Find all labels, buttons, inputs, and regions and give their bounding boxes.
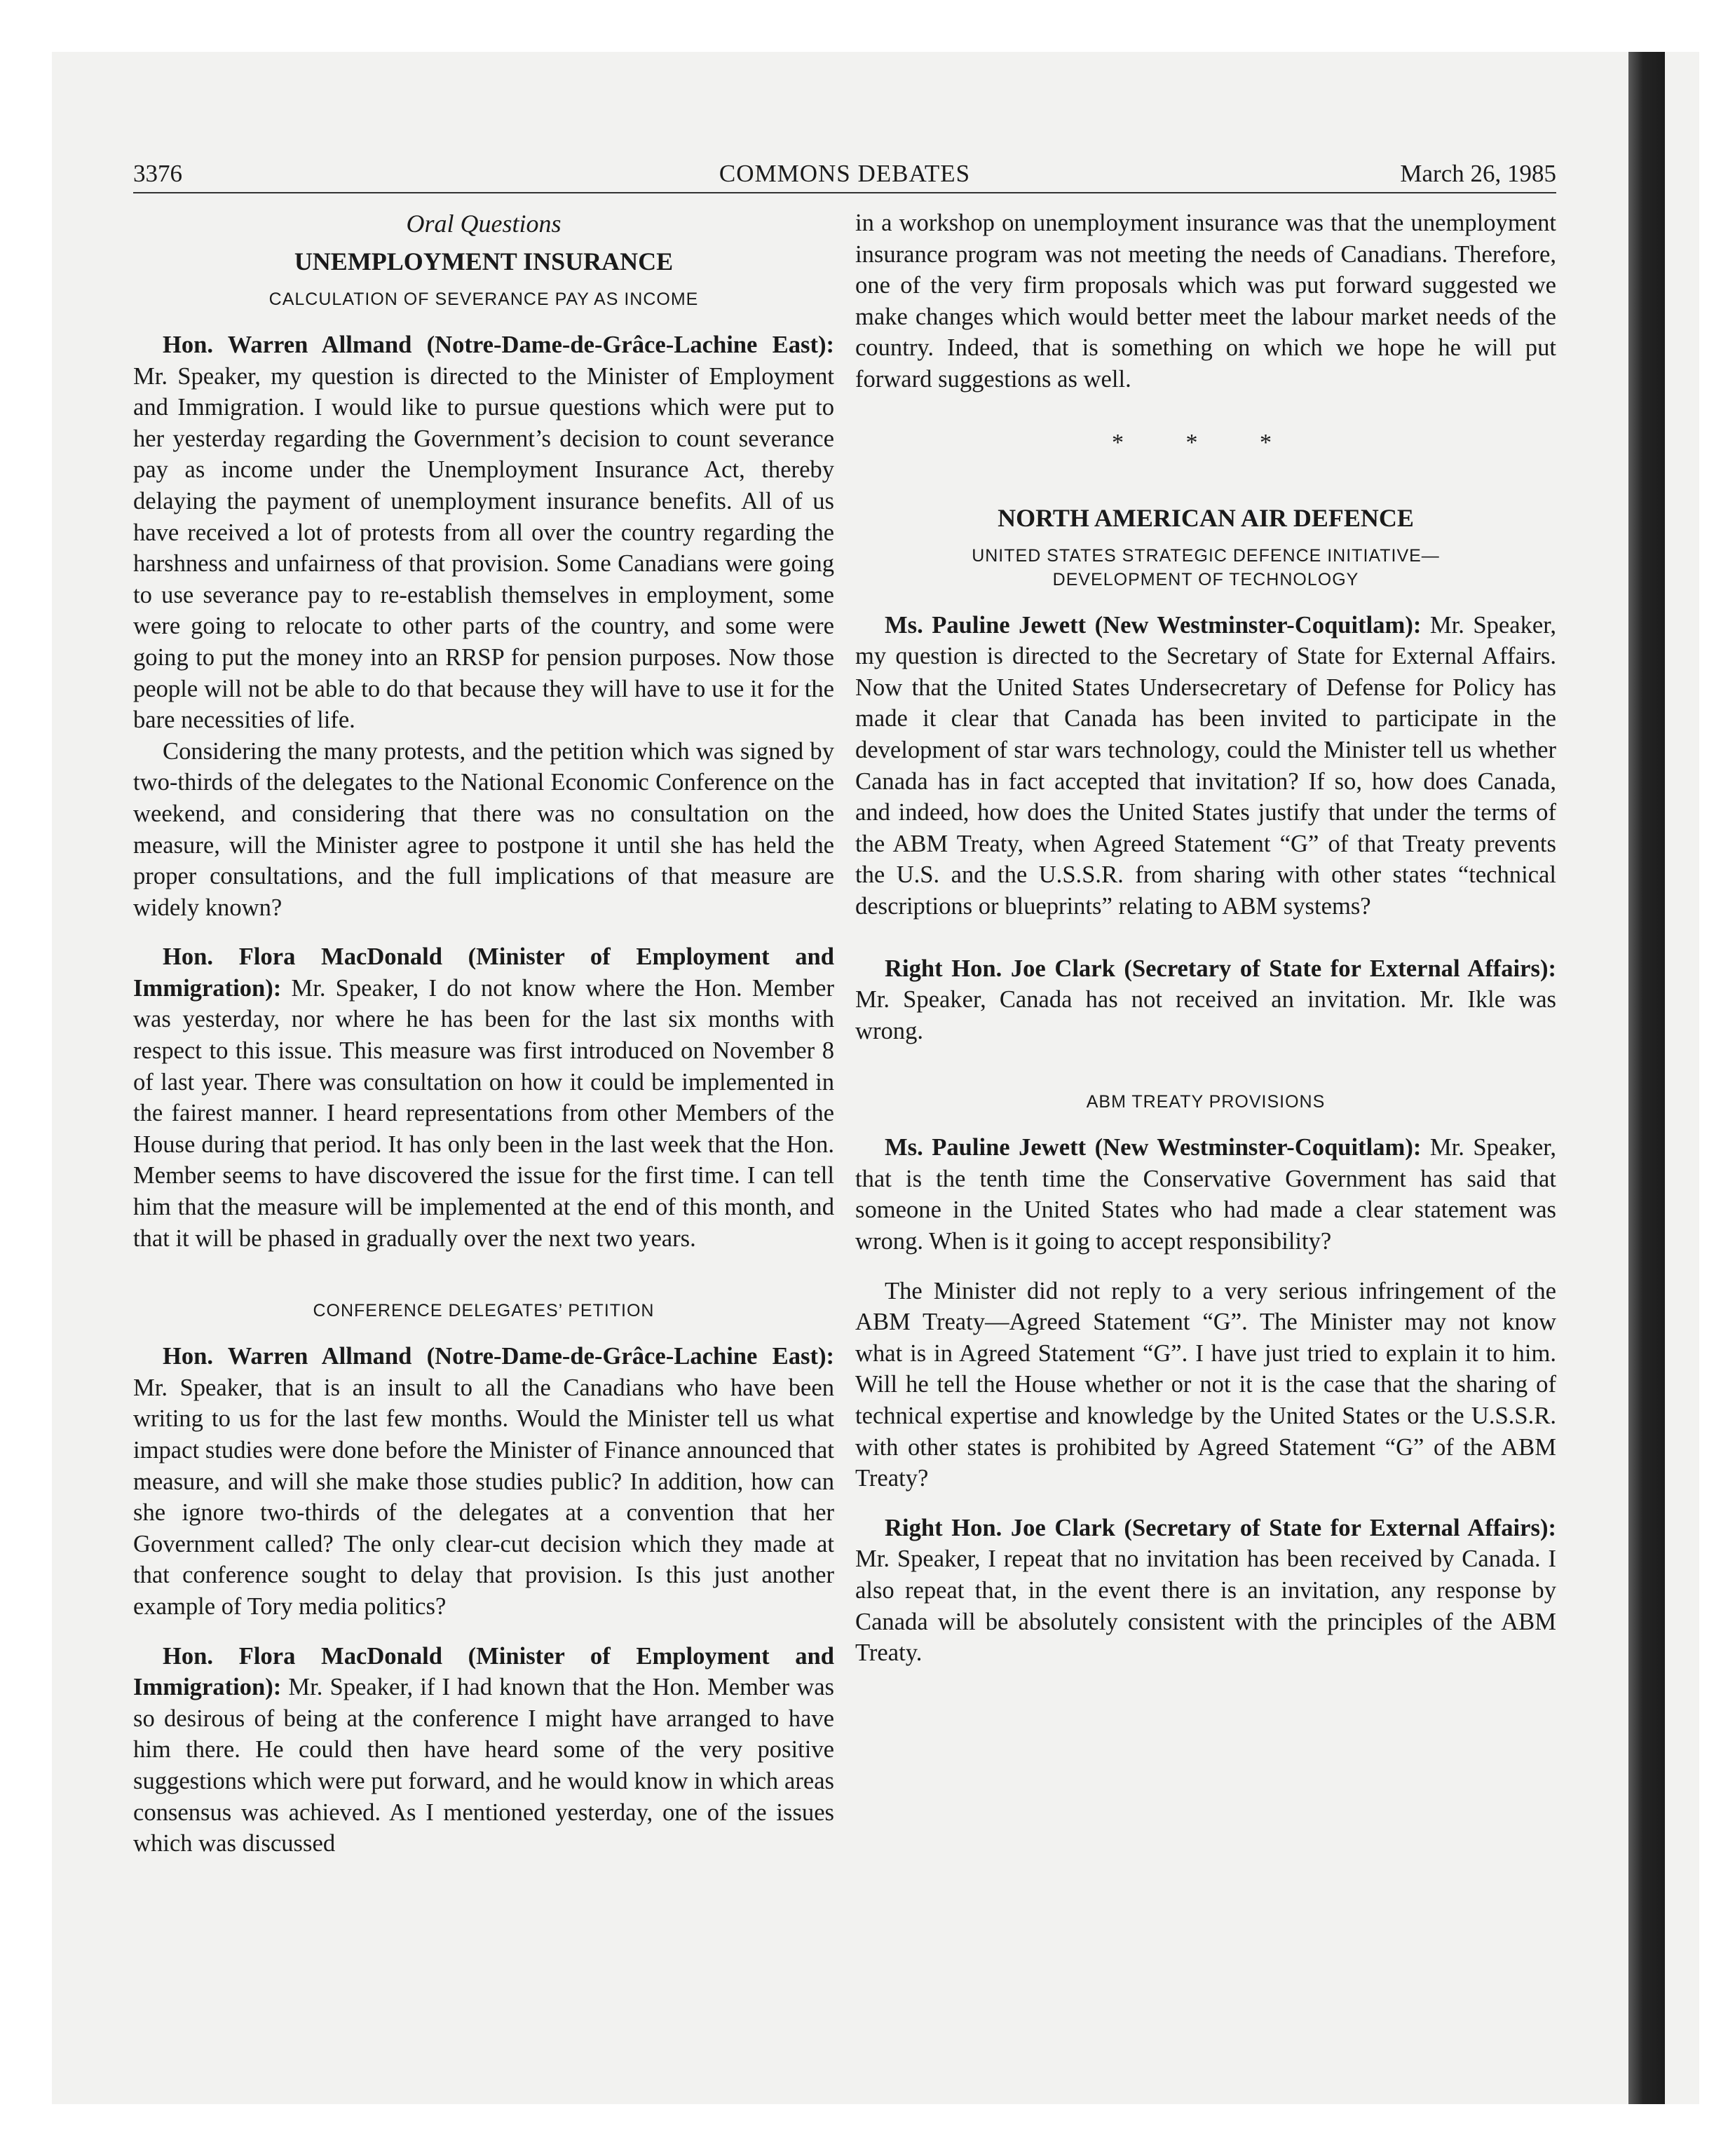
speech-text: Mr. Speaker, that is an insult to all the Canadians who have been writing to us for the last few months. Would the Minister tell us what impact studies were done before the Minister of Finance announced that measure, and will she make those studies public? In addition, how can she ignore two-thirds of the delegates at a convention that her Government called? The only clear-cut decision which they made at that conference sought to delay that provision. Is this just another example of Tory media politics?	[133, 1374, 834, 1620]
section-label: Oral Questions	[406, 210, 562, 238]
speaker-name: Right Hon. Joe Clark (Secretary of State for External Affairs):	[885, 955, 1556, 982]
speech-paragraph	[133, 329, 834, 736]
speaker-name: Ms. Pauline Jewett (New Westminster-Coquitlam):	[885, 1134, 1422, 1161]
book-spine-shadow	[1628, 52, 1665, 2104]
publication-date: March 26, 1985	[1400, 160, 1556, 187]
speech-paragraph: The Minister did not reply to a very serious infringement of the ABM Treaty—Agreed Statement “G”. The Minister may not know what is in Agreed Statement “G”. I have just tried to explain it to him. Will he tell the House whether or not it is the case that the sharing of technical expertise and knowledge by the United States or the U.S.S.R. with other states is prohibited by Agreed Statement “G” of the ABM Treaty?	[855, 1277, 1556, 1492]
speech-text: Mr. Speaker, I repeat that no invitation has been received by Canada. I also repeat that, in the event there is an invitation, any response by Canada will be absolutely consistent with the principles of the ABM Treaty.	[855, 1546, 1556, 1667]
speech-paragraph	[855, 953, 1556, 1047]
page-number: 3376	[133, 160, 182, 187]
speech-paragraph	[855, 1513, 1556, 1669]
speech-paragraph	[133, 941, 834, 1254]
subheading-line: DEVELOPMENT OF TECHNOLOGY	[1052, 569, 1359, 589]
speech-paragraph	[133, 1341, 834, 1622]
speech-text: Mr. Speaker, Canada has not received an invitation. Mr. Ikle was wrong.	[855, 986, 1556, 1044]
speaker-name: Ms. Pauline Jewett (New Westminster-Coquitlam):	[885, 611, 1422, 639]
speaker-name: Hon. Flora MacDonald (Minister of Employment and Immigration):	[133, 1642, 834, 1701]
speech-paragraph: Considering the many protests, and the petition which was signed by two-thirds of the delegates to the National Economic Conference on the weekend, and considering that there was no consultation on the measure, will the Minister agree to postpone it until she has held the proper consultations, and the full implications of that measure are widely known?	[133, 737, 834, 921]
speech-text: Mr. Speaker, that is the tenth time the Conservative Government has said that someone in the United States who had made a clear statement was wrong. When is it going to accept responsibility?	[855, 1134, 1556, 1255]
speech-text: Mr. Speaker, if I had known that the Hon. Member was so desirous of being at the conference I might have arranged to have him there. He could then have heard some of the very positive suggestions which were put forward, and he would know in which areas consensus was achieved. As I mentioned yesterday, one of the issues which was discussed	[133, 1674, 834, 1857]
section-heading: NORTH AMERICAN AIR DEFENCE	[998, 503, 1414, 532]
subheading: CALCULATION OF SEVERANCE PAY AS INCOME	[268, 289, 699, 309]
section-heading: UNEMPLOYMENT INSURANCE	[294, 247, 674, 275]
subheading: CONFERENCE DELEGATES’ PETITION	[313, 1301, 655, 1321]
speaker-name: Hon. Warren Allmand (Notre-Dame-de-Grâce-Lachine East):	[163, 332, 834, 358]
subheading	[855, 544, 1556, 592]
left-column	[133, 207, 834, 1860]
section-break-stars: * * *	[1112, 429, 1300, 456]
speech-paragraph	[133, 1641, 834, 1860]
speech-paragraph: in a workshop on unemployment insurance was that the unemployment insurance program was not meeting the needs of Canadians. Therefore, one of the very firm proposals which was put forward suggested we make changes which would better meet the labour market needs of the country. Indeed, that is something on which we hope he will put forward suggestions as well.	[855, 210, 1556, 393]
right-column	[855, 207, 1556, 1669]
speech-paragraph	[855, 1132, 1556, 1257]
speech-text: Mr. Speaker, I do not know where the Hon. Member was yesterday, nor where he has been for the last six months with respect to this issue. This measure was first introduced on November 8 of last year. There was consultation on how it could be implemented in the fairest manner. I heard representations from other Members of the House during that period. It has only been in the last week that the Hon. Member seems to have discovered the issue for the first time. I can tell him that the measure will be implemented at the end of this month, and that it will be phased in gradually over the next two years.	[133, 974, 834, 1252]
running-header	[133, 156, 1556, 193]
speech-text: Mr. Speaker, my question is directed to the Secretary of State for External Affairs. Now that the United States Undersecretary of Defense for Policy has made it clear that Canada has been invited to participate in the development of star wars technology, could the Minister tell us whether Canada has in fact accepted that invitation? If so, how does Canada, and indeed, how does the United States justify that under the terms of the ABM Treaty, when Agreed Statement “G” of that Treaty prevents the U.S. and the U.S.S.R. from sharing with other states “technical descriptions or blueprints” relating to ABM systems?	[855, 611, 1556, 920]
speaker-name: Right Hon. Joe Clark (Secretary of State for External Affairs):	[885, 1514, 1556, 1541]
speaker-name: Hon. Warren Allmand (Notre-Dame-de-Grâce-Lachine East):	[163, 1343, 834, 1370]
speaker-name: Hon. Flora MacDonald (Minister of Employment and Immigration):	[133, 943, 834, 1002]
speech-paragraph	[855, 610, 1556, 922]
speech-text: Mr. Speaker, my question is directed to the Minister of Employment and Immigration. I would like to pursue questions which were put to her yesterday regarding the Government’s decision to count severance pay as income under the Unemployment Insurance Act, thereby delaying the payment of unemployment insurance benefits. All of us have received a lot of protests from all over the country regarding the harshness and unfairness of that provision. Some Canadians were going to use severance pay to re-establish themselves in employment, some were going to relocate to other parts of the country, and some were going to put the money into an RRSP for pension purposes. Now those people will not be able to do that because they will have to use it for the bare necessities of life.	[133, 362, 834, 734]
subheading-line: UNITED STATES STRATEGIC DEFENCE INITIATIVE—	[972, 545, 1440, 566]
subheading: ABM TREATY PROVISIONS	[1086, 1092, 1326, 1112]
publication-title: COMMONS DEBATES	[719, 160, 971, 187]
